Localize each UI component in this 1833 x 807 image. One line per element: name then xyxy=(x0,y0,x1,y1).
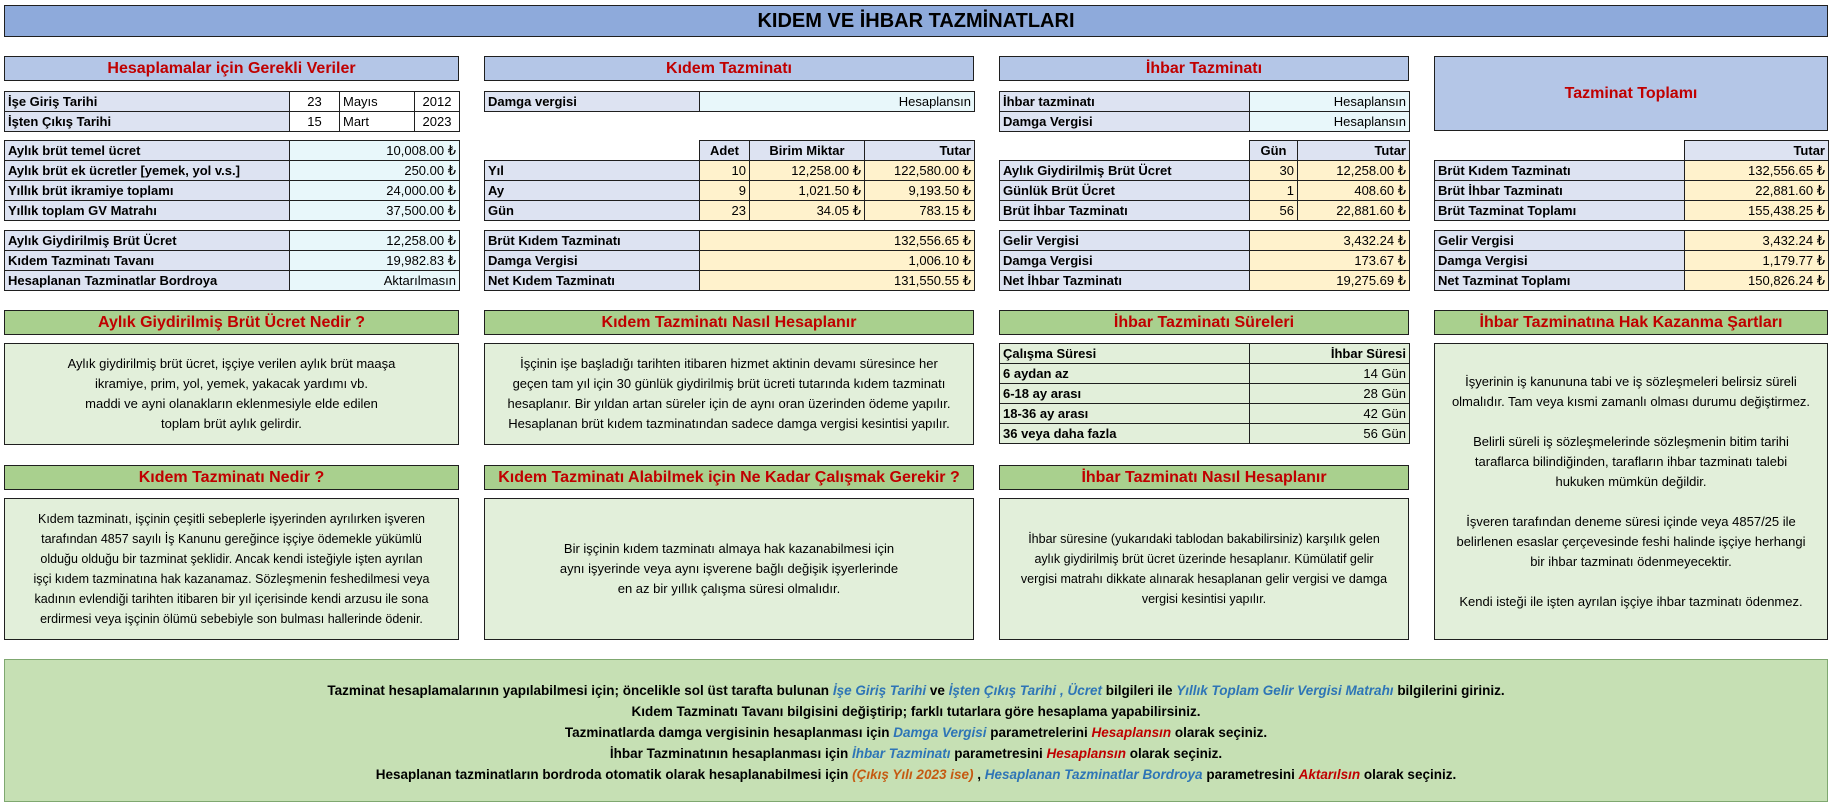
table-row xyxy=(1435,231,1829,251)
birim-cell: 12,258.00 ₺ xyxy=(750,161,865,181)
table-row xyxy=(5,161,460,181)
table-header-row xyxy=(1000,141,1410,161)
birim-cell: 34.05 ₺ xyxy=(750,201,865,221)
gun-cell: 56 xyxy=(1250,201,1298,221)
kidem-total-label: Damga Vergisi xyxy=(485,251,700,271)
ihbar-param-label: İhbar tazminatı xyxy=(1000,92,1250,112)
salary-table xyxy=(4,140,460,221)
gun-cell: 1 xyxy=(1250,181,1298,201)
salary-label: Yıllık brüt ikramiye toplamı xyxy=(5,181,290,201)
info-line: taraflarca bilindiğinden, tarafların ihbar tazminatı talebi xyxy=(1474,453,1788,469)
ihbar-select[interactable]: Hesaplansın xyxy=(1250,92,1410,112)
tutar-cell: 9,193.50 ₺ xyxy=(865,181,975,201)
sure-label: 36 veya daha fazla xyxy=(1000,424,1250,444)
tutar-cell: 12,258.00 ₺ xyxy=(1298,161,1410,181)
page-title: KIDEM VE İHBAR TAZMİNATLARI xyxy=(4,5,1828,37)
computed-value: 12,258.00 ₺ xyxy=(290,231,460,251)
table-row xyxy=(5,271,460,291)
table-row xyxy=(1000,161,1410,181)
kidem-row-label: Yıl xyxy=(485,161,700,181)
table-row xyxy=(1435,161,1829,181)
ihbar-total-value: 173.67 ₺ xyxy=(1250,251,1410,271)
toplam-total-label: Net Tazminat Toplamı xyxy=(1435,271,1685,291)
gun-cell: 30 xyxy=(1250,161,1298,181)
adet-cell: 9 xyxy=(700,181,750,201)
table-row xyxy=(5,112,460,132)
kidem-damga-label: Damga vergisi xyxy=(485,92,700,112)
giris-label: İşe Giriş Tarihi xyxy=(5,92,290,112)
table-row xyxy=(5,141,460,161)
info-line: İşçinin işe başladığı tarihten itibaren hizmet aktinin devamı süresince her xyxy=(520,356,938,371)
info-line: ikramiye, prim, yol, yemek, yakacak yardımı vb. xyxy=(94,376,369,391)
table-row xyxy=(1435,251,1829,271)
kidem-damga-select[interactable]: Hesaplansın xyxy=(700,92,975,112)
instruction-line: Hesaplanan tazminatların bordroda otomatik olarak hesaplanabilmesi için (Çıkış Yılı 2023 ise) , Hesaplanan Tazminatlar Bordroya parametresini Aktarılsın olarak seçiniz. xyxy=(375,767,1457,782)
table-row xyxy=(5,231,460,251)
toplam-value: 155,438.25 ₺ xyxy=(1685,201,1829,221)
info-header-ihbar-sure: İhbar Tazminatı Süreleri xyxy=(999,310,1409,335)
giris-day-input[interactable]: 23 xyxy=(290,92,340,112)
spacer xyxy=(1452,572,1810,592)
info-line: hesaplanır. Bir yıldan artan süreler için de aynı oran üzerinden ödeme yapılır. xyxy=(507,396,951,411)
sure-label: 6 aydan az xyxy=(1000,364,1250,384)
table-row xyxy=(485,161,975,181)
info-line: olmalıdır. Tam veya kısmi zamanlı olması durumu değiştirmez. xyxy=(1451,393,1811,409)
info-line: aylık giydirilmiş brüt ücret üzerinde hesaplanır. Kümülatif gelir xyxy=(1034,552,1374,566)
cikis-year-input[interactable]: 2023 xyxy=(415,112,460,132)
header-toplam: Tazminat Toplamı xyxy=(1434,56,1828,131)
instructions-box xyxy=(4,659,1828,802)
table-row xyxy=(1000,271,1410,291)
toplam-table xyxy=(1434,140,1829,221)
toplam-total-value: 150,826.24 ₺ xyxy=(1685,271,1829,291)
table-row xyxy=(1000,92,1410,112)
info-line: İşyerinin iş kanununa tabi ve iş sözleşmeleri belirsiz süreli xyxy=(1465,373,1797,389)
info-line: Belirli süreli iş sözleşmelerinde sözleşmenin bitim tarihi xyxy=(1473,433,1789,449)
spacer xyxy=(1452,492,1810,512)
info-line: en az bir yıllık çalışma süresi olmalıdır. xyxy=(617,581,841,596)
col-tutar: Tutar xyxy=(865,141,975,161)
info-line: vergisi kesintisi yapılır. xyxy=(1141,592,1267,606)
ihbar-total-label: Damga Vergisi xyxy=(1000,251,1250,271)
table-row xyxy=(1000,251,1410,271)
table-header-row xyxy=(485,141,975,161)
ihbar-damga-select[interactable]: Hesaplansın xyxy=(1250,112,1410,132)
info-line: kadının evlendiği tarihten itibaren bir yıl içerisinde kendi arzusu ile sona xyxy=(34,592,429,606)
table-row xyxy=(485,251,975,271)
computed-label: Hesaplanan Tazminatlar Bordroya xyxy=(5,271,290,291)
adet-cell: 23 xyxy=(700,201,750,221)
table-row xyxy=(485,181,975,201)
table-row xyxy=(1435,271,1829,291)
sure-value: 28 Gün xyxy=(1250,384,1410,404)
info-header-ihbar-hak: İhbar Tazminatına Hak Kazanma Şartları xyxy=(1434,310,1828,335)
spacer xyxy=(1452,412,1810,432)
col-adet: Adet xyxy=(700,141,750,161)
kidem-row-label: Gün xyxy=(485,201,700,221)
toplam-label: Brüt Kıdem Tazminatı xyxy=(1435,161,1685,181)
sure-label: 18-36 ay arası xyxy=(1000,404,1250,424)
info-header-kidem-hesap: Kıdem Tazminatı Nasıl Hesaplanır xyxy=(484,310,974,335)
toplam-label: Brüt İhbar Tazminatı xyxy=(1435,181,1685,201)
toplam-total-label: Damga Vergisi xyxy=(1435,251,1685,271)
instruction-line: İhbar Tazminatının hesaplanması için İhbar Tazminatı parametresini Hesaplansın olarak seçiniz. xyxy=(609,746,1223,761)
cikis-day-input[interactable]: 15 xyxy=(290,112,340,132)
info-line: Kıdem tazminatı, işçinin çeşitli sebeplerle işyerinden ayrılırken işveren xyxy=(38,512,425,526)
table-row xyxy=(5,92,460,112)
kidem-total-table xyxy=(484,230,975,291)
toplam-label: Brüt Tazminat Toplamı xyxy=(1435,201,1685,221)
ihbar-total-label: Net İhbar Tazminatı xyxy=(1000,271,1250,291)
info-line: Kendi isteği ile işten ayrılan işçiye ihbar tazminatı ödenmez. xyxy=(1459,593,1803,609)
info-line: maddi ve ayni olanakların eklenmesiyle elde edilen xyxy=(85,396,378,411)
tutar-cell: 408.60 ₺ xyxy=(1298,181,1410,201)
col-tutar: Tutar xyxy=(1298,141,1410,161)
table-row xyxy=(485,271,975,291)
sure-col2: İhbar Süresi xyxy=(1250,344,1410,364)
header-data: Hesaplamalar için Gerekli Veriler xyxy=(4,56,459,81)
tutar-cell: 783.15 ₺ xyxy=(865,201,975,221)
info-line: aynı işyerinde veya aynı işverene bağlı değişik işyerlerinde xyxy=(559,561,899,576)
info-line: işçi kıdem tazminatına hak kazanamaz. Sözleşmenin feshedilmesi veya xyxy=(33,572,430,586)
computed-table xyxy=(4,230,460,291)
computed-label: Kıdem Tazminatı Tavanı xyxy=(5,251,290,271)
table-header-row xyxy=(1435,141,1829,161)
table-row xyxy=(5,181,460,201)
toplam-value: 22,881.60 ₺ xyxy=(1685,181,1829,201)
instruction-line: Tazminatlarda damga vergisinin hesaplanması için Damga Vergisi parametrelerini Hesaplansın olarak seçiniz. xyxy=(564,725,1268,740)
cikis-month-select[interactable]: Mart xyxy=(340,112,415,132)
table-row xyxy=(1000,364,1410,384)
col-birim: Birim Miktar xyxy=(750,141,865,161)
info-box-kidem-sure xyxy=(484,498,974,640)
info-box-kidem-hesap xyxy=(484,343,974,445)
giris-month-select[interactable]: Mayıs xyxy=(340,92,415,112)
info-box-aylik xyxy=(4,343,459,445)
info-line: İşveren tarafından deneme süresi içinde veya 4857/25 ile xyxy=(1466,513,1796,529)
toplam-total-value: 1,179.77 ₺ xyxy=(1685,251,1829,271)
sure-label: 6-18 ay arası xyxy=(1000,384,1250,404)
instruction-line: Tazminat hesaplamalarının yapılabilmesi için; öncelikle sol üst tarafta bulunan İşe Giriş Tarihi ve İşten Çıkış Tarihi , Ücret bilgileri ile Yıllık Toplam Gelir Vergisi Matrahı bilgilerini giriniz. xyxy=(327,683,1505,698)
ihbar-total-value: 19,275.69 ₺ xyxy=(1250,271,1410,291)
dates-table xyxy=(4,91,460,132)
info-line: Aylık giydirilmiş brüt ücret, işçiye verilen aylık brüt maaşa xyxy=(67,356,396,371)
computed-label: Aylık Giydirilmiş Brüt Ücret xyxy=(5,231,290,251)
sure-col1: Çalışma Süresi xyxy=(1000,344,1250,364)
table-row xyxy=(5,201,460,221)
ihbar-param-label: Damga Vergisi xyxy=(1000,112,1250,132)
adet-cell: 10 xyxy=(700,161,750,181)
info-line: İhbar süresine (yukarıdaki tablodan bakabilirsiniz) karşılık gelen xyxy=(1028,532,1380,546)
salary-label: Yıllık toplam GV Matrahı xyxy=(5,201,290,221)
tutar-cell: 122,580.00 ₺ xyxy=(865,161,975,181)
info-box-ihbar-hak xyxy=(1434,343,1828,640)
kidem-total-value: 131,550.55 ₺ xyxy=(700,271,975,291)
table-row xyxy=(1000,112,1410,132)
ihbar-total-table xyxy=(999,230,1410,291)
table-row xyxy=(485,231,975,251)
ihbar-sure-table xyxy=(999,343,1410,444)
toplam-total-value: 3,432.24 ₺ xyxy=(1685,231,1829,251)
table-row xyxy=(1000,404,1410,424)
ihbar-row-label: Aylık Giydirilmiş Brüt Ücret xyxy=(1000,161,1250,181)
salary-label: Aylık brüt ek ücretler [yemek, yol v.s.] xyxy=(5,161,290,181)
info-line: Bir işçinin kıdem tazminatı almaya hak kazanabilmesi için xyxy=(563,541,895,556)
header-ihbar: İhbar Tazminatı xyxy=(999,56,1409,81)
info-line: geçen tam yıl için 30 günlük giydirilmiş brüt ücreti tutarında kıdem tazminatı xyxy=(512,376,946,391)
table-row xyxy=(1435,181,1829,201)
tavan-input[interactable]: 19,982.83 ₺ xyxy=(290,251,460,271)
kidem-total-value: 132,556.65 ₺ xyxy=(700,231,975,251)
table-row xyxy=(1000,384,1410,404)
col-gun: Gün xyxy=(1250,141,1298,161)
cikis-label: İşten Çıkış Tarihi xyxy=(5,112,290,132)
table-row xyxy=(485,92,975,112)
kidem-damga-table xyxy=(484,91,975,112)
info-line: erdirmesi veya işçinin ölümü sebebiyle son bulması hallerinde ödenir. xyxy=(40,612,423,626)
kidem-total-value: 1,006.10 ₺ xyxy=(700,251,975,271)
salary-label: Aylık brüt temel ücret xyxy=(5,141,290,161)
table-row xyxy=(485,201,975,221)
info-header-kidem-nedir: Kıdem Tazminatı Nedir ? xyxy=(4,465,459,490)
header-kidem: Kıdem Tazminatı xyxy=(484,56,974,81)
table-row xyxy=(1435,201,1829,221)
info-line: Hesaplanan brüt kıdem tazminatından sadece damga vergisi kesintisi yapılır. xyxy=(508,416,950,431)
ihbar-calc-table xyxy=(999,140,1410,221)
ihbar-param-table xyxy=(999,91,1410,132)
sure-value: 42 Gün xyxy=(1250,404,1410,424)
info-box-kidem-nedir xyxy=(4,498,459,640)
salary-input[interactable]: 10,008.00 ₺ xyxy=(290,141,460,161)
table-row xyxy=(1000,424,1410,444)
info-header-kidem-sure: Kıdem Tazminatı Alabilmek için Ne Kadar Çalışmak Gerekir ? xyxy=(484,465,974,490)
col-tutar: Tutar xyxy=(1685,141,1829,161)
table-row xyxy=(5,251,460,271)
instruction-line: Kıdem Tazminatı Tavanı bilgisini değiştirip; farklı tutarlara göre hesaplama yapabilirsiniz. xyxy=(631,704,1201,719)
giris-year-input[interactable]: 2012 xyxy=(415,92,460,112)
table-row xyxy=(1000,231,1410,251)
salary-input[interactable]: 24,000.00 ₺ xyxy=(290,181,460,201)
birim-cell: 1,021.50 ₺ xyxy=(750,181,865,201)
info-line: belirlenen esaslar çerçevesinde feshi halinde işçiye herhangi xyxy=(1456,533,1806,549)
kidem-row-label: Ay xyxy=(485,181,700,201)
kidem-calc-table xyxy=(484,140,975,221)
bordro-select[interactable]: Aktarılmasın xyxy=(290,271,460,291)
info-header-aylik: Aylık Giydirilmiş Brüt Ücret Nedir ? xyxy=(4,310,459,335)
ihbar-total-value: 3,432.24 ₺ xyxy=(1250,231,1410,251)
table-header-row xyxy=(1000,344,1410,364)
sure-value: 14 Gün xyxy=(1250,364,1410,384)
kidem-total-label: Brüt Kıdem Tazminatı xyxy=(485,231,700,251)
toplam-total-table xyxy=(1434,230,1829,291)
info-box-ihbar-hesap xyxy=(999,498,1409,640)
info-line: tarafından 4857 sayılı İş Kanunu gereğince işçiye ödemekle yükümlü xyxy=(41,532,422,546)
info-line: vergisi matrahı dikkate alınarak hesaplanan gelir vergisi ve damga xyxy=(1020,572,1388,586)
info-line: hukuken mümkün değildir. xyxy=(1555,473,1707,489)
table-row xyxy=(1000,201,1410,221)
toplam-value: 132,556.65 ₺ xyxy=(1685,161,1829,181)
info-header-ihbar-hesap: İhbar Tazminatı Nasıl Hesaplanır xyxy=(999,465,1409,490)
ihbar-total-label: Gelir Vergisi xyxy=(1000,231,1250,251)
tutar-cell: 22,881.60 ₺ xyxy=(1298,201,1410,221)
sure-value: 56 Gün xyxy=(1250,424,1410,444)
salary-input[interactable]: 37,500.00 ₺ xyxy=(290,201,460,221)
info-line: bir ihbar tazminatı ödenmeyecektir. xyxy=(1530,553,1732,569)
toplam-total-label: Gelir Vergisi xyxy=(1435,231,1685,251)
salary-input[interactable]: 250.00 ₺ xyxy=(290,161,460,181)
ihbar-row-label: Brüt İhbar Tazminatı xyxy=(1000,201,1250,221)
table-row xyxy=(1000,181,1410,201)
info-line: olduğu olduğu bir tazminat şeklidir. Ancak kendi isteğiyle işten ayrılan xyxy=(40,552,423,566)
info-line: toplam brüt aylık gelirdir. xyxy=(161,416,302,431)
ihbar-row-label: Günlük Brüt Ücret xyxy=(1000,181,1250,201)
kidem-total-label: Net Kıdem Tazminatı xyxy=(485,271,700,291)
